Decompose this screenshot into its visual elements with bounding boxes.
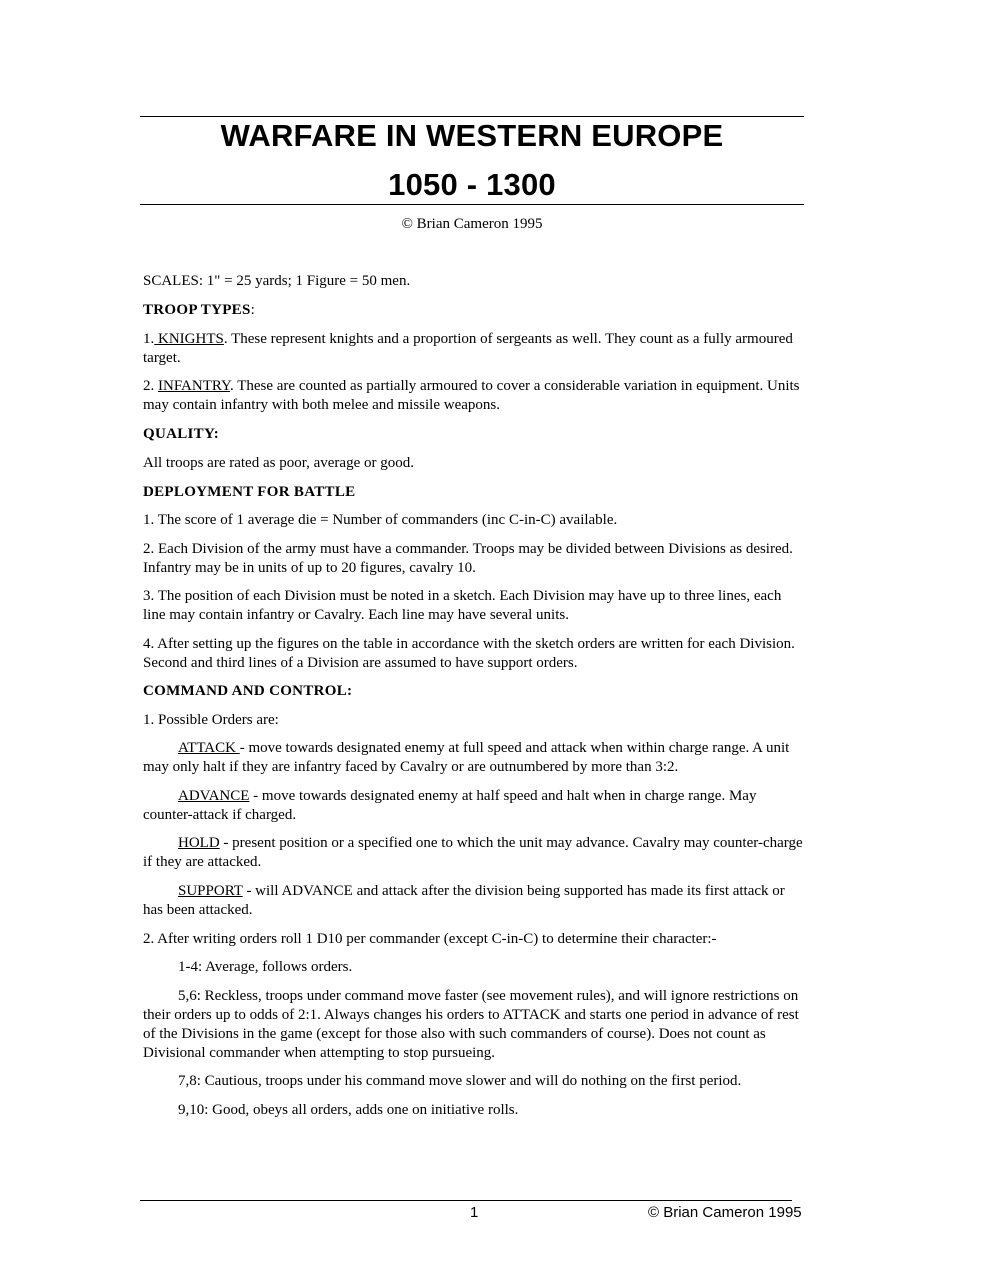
order-label: ATTACK: [178, 740, 240, 756]
document-title: WARFARE IN WESTERN EUROPE: [220, 118, 724, 153]
knights-label: KNIGHTS: [154, 331, 224, 347]
page-number: 1: [470, 1204, 479, 1221]
footer-copyright: © Brian Cameron 1995: [648, 1204, 802, 1221]
order-label: ADVANCE: [178, 788, 250, 804]
order-label: HOLD: [178, 835, 220, 851]
knights-paragraph: 1. KNIGHTS. These represent knights and a proportion of sergeants as well. They count as a fully armoured target.: [143, 331, 793, 366]
character-cautious: 7,8: Cautious, troops under his command move slower and will do nothing on the first period.: [178, 1073, 742, 1089]
order-label: SUPPORT: [178, 883, 243, 899]
order-advance: ADVANCE - move towards designated enemy at half speed and halt when in charge range. May counter-attack if charged.: [143, 788, 757, 823]
document-subtitle-years: 1050 - 1300: [388, 167, 556, 202]
character-average: 1-4: Average, follows orders.: [178, 959, 353, 975]
character-reckless: 5,6: Reckless, troops under command move faster (see movement rules), and will ignore restrictions on their orders up to odds of 2:1. Always changes his orders to ATTACK and starts one period in advance of rest of the Divisions in the game (except for those also with such commanders of course). Does not count as Divisional commander when attempting to stop pursueing.: [143, 988, 799, 1061]
deployment-item: 4. After setting up the figures on the table in accordance with the sketch orders are written for each Division. Second and third lines of a Division are assumed to have support orders.: [143, 636, 795, 671]
order-hold: HOLD - present position or a specified one to which the unit may advance. Cavalry may counter-charge if they are attacked.: [143, 835, 803, 870]
order-support: SUPPORT - will ADVANCE and attack after the division being supported has made its first attack or has been attacked.: [143, 883, 785, 918]
quality-text: All troops are rated as poor, average or good.: [143, 455, 414, 471]
character-roll-intro: 2. After writing orders roll 1 D10 per commander (except C-in-C) to determine their character:-: [143, 931, 717, 947]
character-good: 9,10: Good, obeys all orders, adds one on initiative rolls.: [178, 1102, 519, 1118]
order-attack: ATTACK - move towards designated enemy at full speed and attack when within charge range. A unit may only halt if they are infantry faced by Cavalry or are outnumbered by more than 3:2.: [143, 740, 790, 775]
quality-heading: QUALITY:: [143, 426, 220, 442]
command-heading: COMMAND AND CONTROL:: [143, 683, 353, 699]
troop-types-heading: TROOP TYPES:: [143, 302, 256, 318]
infantry-label: INFANTRY: [158, 378, 230, 394]
scales-line: SCALES: 1" = 25 yards; 1 Figure = 50 men.: [143, 273, 411, 289]
copyright-line: © Brian Cameron 1995: [401, 216, 543, 232]
deployment-item: 1. The score of 1 average die = Number of commanders (inc C-in-C) available.: [143, 512, 618, 528]
deployment-item: 2. Each Division of the army must have a commander. Troops may be divided between Divisions as desired. Infantry may be in units of up to 20 figures, cavalry 10.: [143, 541, 793, 576]
deployment-item: 3. The position of each Division must be noted in a sketch. Each Division may have up to three lines, each line may contain infantry or Cavalry. Each line may have several units.: [143, 588, 782, 623]
title-bottom-rule: [140, 204, 804, 205]
infantry-paragraph: 2. INFANTRY. These are counted as partially armoured to cover a considerable variation in equipment. Units may contain infantry with both melee and missile weapons.: [143, 378, 800, 413]
title-top-rule: [140, 116, 804, 117]
deployment-heading: DEPLOYMENT FOR BATTLE: [143, 484, 356, 500]
orders-intro: 1. Possible Orders are:: [143, 712, 279, 728]
footer-rule: [140, 1200, 792, 1201]
